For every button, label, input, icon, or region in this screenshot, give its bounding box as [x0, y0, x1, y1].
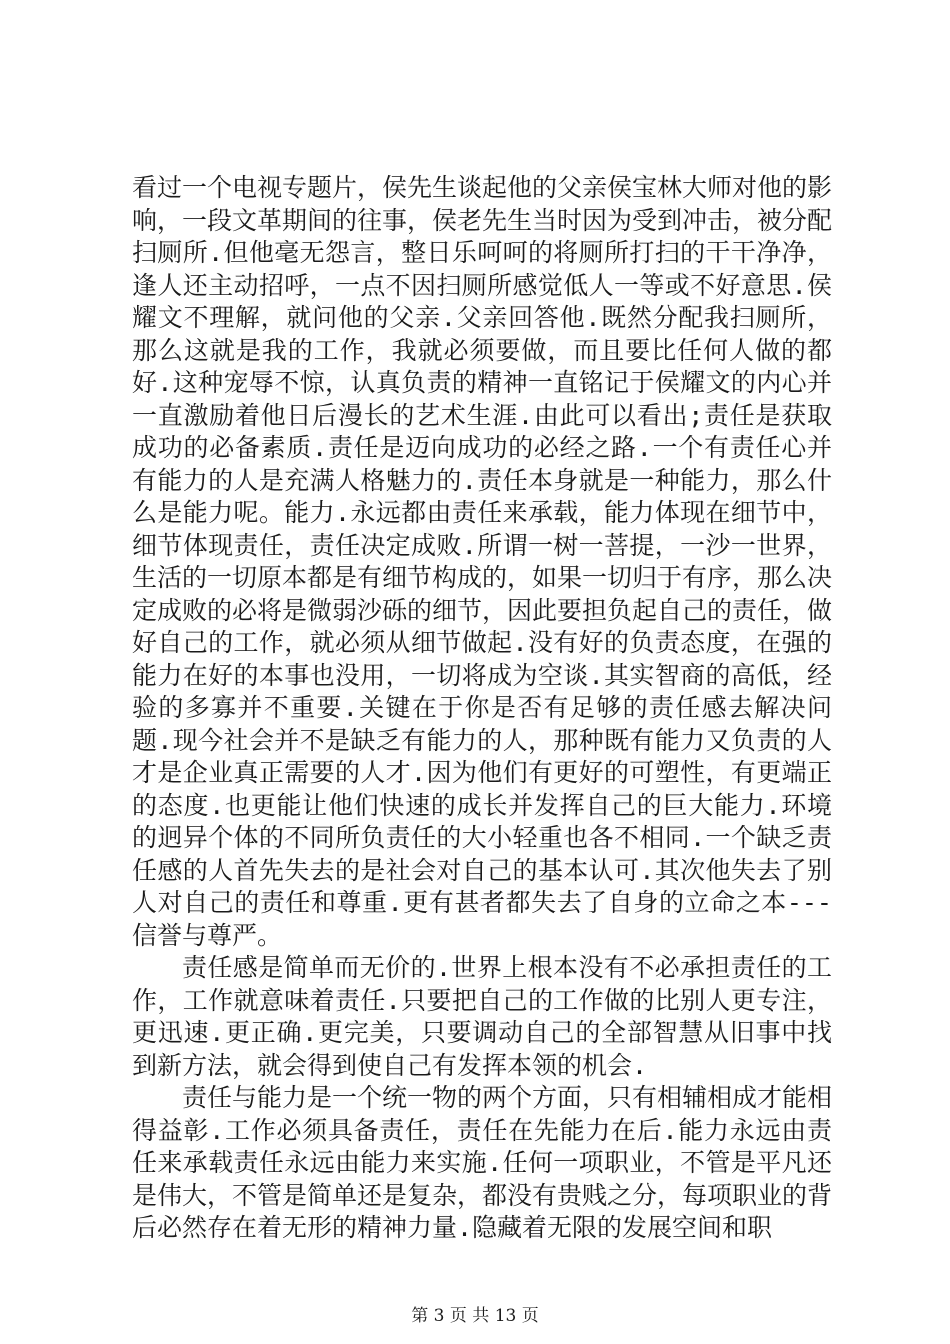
page-number-footer: 第 3 页 共 13 页	[411, 1306, 539, 1326]
paragraph-1: 看过一个电视专题片，侯先生谈起他的父亲侯宝林大师对他的影响，一段文革期间的往事，侯老先生当时因为受到冲击，被分配扫厕所.但他毫无怨言，整日乐呵呵的将厕所打扫的干干净净，逢人还主动招呼，一点不因扫厕所感觉低人一等或不好意思.侯耀文不理解，就问他的父亲.父亲回答他.既然分配我扫厕所，那么这就是我的工作，我就必须要做，而且要比任何人做的都好.这种宠辱不惊，认真负责的精神一直铭记于侯耀文的内心并一直激励着他日后漫长的艺术生涯.由此可以看出;责任是获取成功的必备素质.责任是迈向成功的必经之路.一个有责任心并有能力的人是充满人格魅力的.责任本身就是一种能力，那么什么是能力呢。能力.永远都由责任来承载，能力体现在细节中，细节体现责任，责任决定成败.所谓一树一菩提，一沙一世界，生活的一切原本都是有细节构成的，如果一切归于有序，那么决定成败的必将是微弱沙砾的细节，因此要担负起自己的责任，做好自己的工作，就必须从细节做起.没有好的负责态度，在强的能力在好的本事也没用，一切将成为空谈.其实智商的高低，经验的多寡并不重要.关键在于你是否有足够的责任感去解决问题.现今社会并不是缺乏有能力的人，那种既有能力又负责的人才是企业真正需要的人才.因为他们有更好的可塑性，有更端正的态度.也更能让他们快速的成长并发挥自己的巨大能力.环境的迥异个体的不同所负责任的大小轻重也各不相同.一个缺乏责任感的人首先失去的是社会对自己的基本认可.其次他失去了别人对自己的责任和尊重.更有甚者都失去了自身的立命之本---信誉与尊严。	[132, 173, 833, 950]
document-body	[132, 172, 832, 1245]
paragraph-3: 责任与能力是一个统一物的两个方面，只有相辅相成才能相得益彰.工作必须具备责任，责任在先能力在后.能力永远由责任来承载责任永远由能力来实施.任何一项职业，不管是平凡还是伟大，不管是简单还是复杂，都没有贵贱之分，每项职业的背后必然存在着无形的精神力量.隐藏着无限的发展空间和职	[132, 1083, 833, 1242]
paragraph-2: 责任感是简单而无价的.世界上根本没有不必承担责任的工作，工作就意味着责任.只要把自己的工作做的比别人更专注，更迅速.更正确.更完美，只要调动自己的全部智慧从旧事中找到新方法，就会得到使自己有发挥本领的机会.	[132, 953, 832, 1080]
